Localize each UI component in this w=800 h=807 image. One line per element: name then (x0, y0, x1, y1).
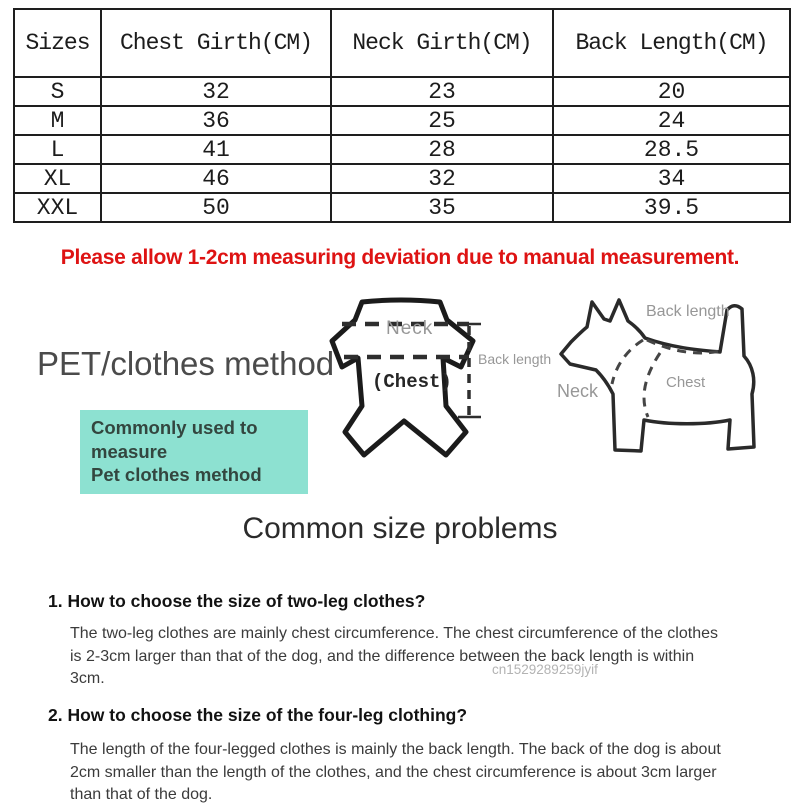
table-row (14, 77, 790, 106)
cell-size: M (14, 106, 101, 135)
faq-heading: Common size problems (242, 512, 558, 545)
cell-neck: 23 (331, 77, 553, 106)
cell-back: 24 (553, 106, 790, 135)
cell-back: 39.5 (553, 193, 790, 222)
notice-text: Please allow 1-2cm measuring deviation due to manual measurement. (60, 246, 740, 269)
cell-back: 34 (553, 164, 790, 193)
header-neck-girth: Neck Girth(CM) (331, 9, 553, 77)
cell-back: 20 (553, 77, 790, 106)
cell-neck: 25 (331, 106, 553, 135)
table-row (14, 193, 790, 222)
cell-size: XL (14, 164, 101, 193)
dog-back-length-label: Back length (646, 303, 730, 320)
table-row (14, 164, 790, 193)
measure-highlight (80, 410, 308, 494)
size-table (13, 8, 791, 223)
cell-size: XXL (14, 193, 101, 222)
faq-answer-1: The two-leg clothes are mainly chest circumference. The chest circumference of the clothes is 2-3cm larger than that of the dog, and the difference between the back length is within 3cm. (70, 625, 718, 688)
faq-question-2: 2. How to choose the size of the four-leg clothing? (48, 705, 468, 725)
faq-answer-2: The length of the four-legged clothes is mainly the back length. The back of the dog is about 2cm smaller than the length of the clothes, and the chest circumference is about 3cm larger than that of the dog. (70, 741, 721, 804)
cell-chest: 32 (101, 77, 331, 106)
highlight-line-2: Pet clothes method (91, 464, 262, 486)
garment-back-length-label: Back length (478, 351, 552, 367)
faq-question-1: 1. How to choose the size of two-leg clothes? (48, 591, 426, 611)
header-sizes: Sizes (14, 9, 101, 77)
cell-size: L (14, 135, 101, 164)
cell-chest: 46 (101, 164, 331, 193)
cell-chest: 36 (101, 106, 331, 135)
header-chest-girth: Chest Girth(CM) (101, 9, 331, 77)
cell-neck: 35 (331, 193, 553, 222)
cell-size: S (14, 77, 101, 106)
cell-chest: 50 (101, 193, 331, 222)
header-back-length: Back Length(CM) (553, 9, 790, 77)
cell-neck: 28 (331, 135, 553, 164)
dog-neck-label: Neck (557, 381, 599, 401)
table-row (14, 106, 790, 135)
garment-chest-label: (Chest) (372, 371, 452, 393)
cell-neck: 32 (331, 164, 553, 193)
table-row (14, 135, 790, 164)
size-table-header-row (14, 9, 790, 77)
highlight-line-1: Commonly used to measure (91, 417, 258, 462)
cell-chest: 41 (101, 135, 331, 164)
pet-method-title: PET/clothes method (37, 345, 335, 382)
dog-chest-label: Chest (666, 374, 706, 391)
cell-back: 28.5 (553, 135, 790, 164)
garment-neck-label: Neck (386, 318, 434, 339)
watermark-text: cn1529289259jyif (492, 662, 598, 677)
